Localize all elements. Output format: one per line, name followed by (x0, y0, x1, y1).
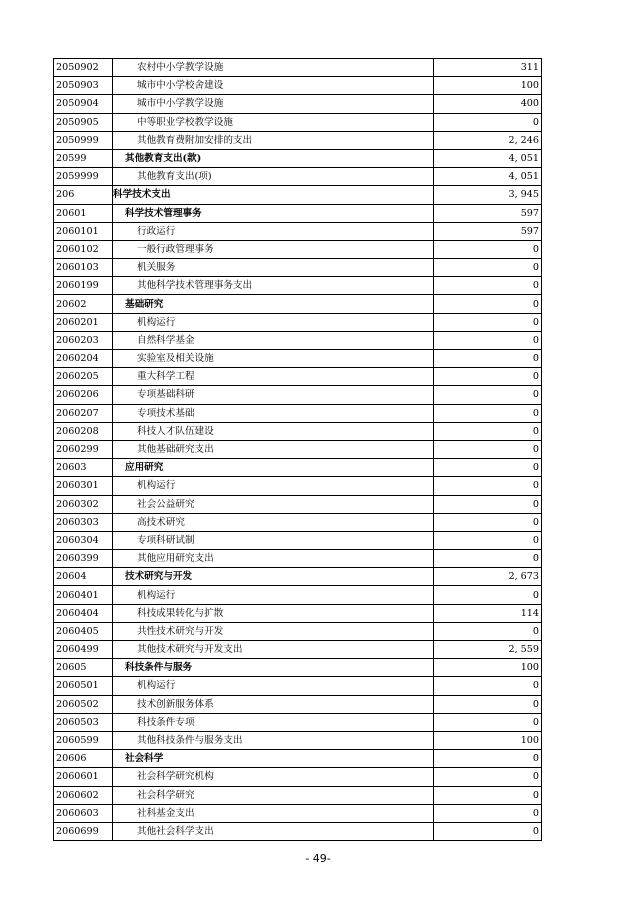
table-row (54, 750, 542, 768)
subject-name-cell: 机构运行 (113, 677, 434, 695)
table-row (54, 386, 542, 404)
table-row (54, 550, 542, 568)
subject-code-cell: 2060503 (54, 713, 113, 731)
table-row (54, 677, 542, 695)
table-row (54, 604, 542, 622)
amount-cell: 0 (434, 695, 542, 713)
subject-code-cell: 2060201 (54, 313, 113, 331)
subject-name-cell: 其他教育支出(项) (113, 168, 434, 186)
amount-cell: 597 (434, 222, 542, 240)
table-row (54, 240, 542, 258)
amount-cell: 0 (434, 331, 542, 349)
table-row (54, 695, 542, 713)
table-row (54, 131, 542, 149)
amount-cell: 0 (434, 531, 542, 549)
subject-name-cell: 其他技术研究与开发支出 (113, 641, 434, 659)
table-row (54, 77, 542, 95)
subject-code-cell: 2060208 (54, 422, 113, 440)
subject-code-cell: 2050999 (54, 131, 113, 149)
page-number: - 49- (305, 852, 331, 865)
subject-code-cell: 2059999 (54, 168, 113, 186)
table-row (54, 622, 542, 640)
subject-name-cell: 社会科学研究机构 (113, 768, 434, 786)
table-row (54, 768, 542, 786)
subject-code-cell: 2060399 (54, 550, 113, 568)
table-row (54, 331, 542, 349)
table-row (54, 422, 542, 440)
table-row (54, 659, 542, 677)
subject-name-cell: 其他教育费附加安排的支出 (113, 131, 434, 149)
subject-name-cell: 其他基础研究支出 (113, 440, 434, 458)
subject-code-cell: 2060299 (54, 440, 113, 458)
table-row (54, 822, 542, 840)
subject-name-cell: 其他社会科学支出 (113, 822, 434, 840)
table-row (54, 313, 542, 331)
subject-code-cell: 20601 (54, 204, 113, 222)
table-row (54, 95, 542, 113)
subject-code-cell: 2060304 (54, 531, 113, 549)
amount-cell: 400 (434, 95, 542, 113)
amount-cell: 0 (434, 550, 542, 568)
subject-code-cell: 2060601 (54, 768, 113, 786)
subject-name-cell: 社会科学 (113, 750, 434, 768)
subject-code-cell: 2050903 (54, 77, 113, 95)
amount-cell: 0 (434, 259, 542, 277)
amount-cell: 3, 945 (434, 186, 542, 204)
subject-name-cell: 农村中小学教学设施 (113, 59, 434, 77)
subject-code-cell: 2060206 (54, 386, 113, 404)
subject-code-cell: 2050904 (54, 95, 113, 113)
subject-code-cell: 206 (54, 186, 113, 204)
subject-code-cell: 2060699 (54, 822, 113, 840)
amount-cell: 2, 246 (434, 131, 542, 149)
subject-code-cell: 2060207 (54, 404, 113, 422)
amount-cell: 0 (434, 677, 542, 695)
subject-code-cell: 20599 (54, 149, 113, 167)
subject-name-cell: 社会科学研究 (113, 786, 434, 804)
table-row (54, 404, 542, 422)
table-row (54, 459, 542, 477)
table-row (54, 222, 542, 240)
amount-cell: 0 (434, 495, 542, 513)
subject-code-cell: 2060401 (54, 586, 113, 604)
table-row (54, 277, 542, 295)
budget-table-body (54, 59, 542, 841)
table-row (54, 713, 542, 731)
amount-cell: 0 (434, 440, 542, 458)
subject-name-cell: 重大科学工程 (113, 368, 434, 386)
amount-cell: 0 (434, 477, 542, 495)
table-row (54, 368, 542, 386)
table-row (54, 59, 542, 77)
subject-name-cell: 科技条件专项 (113, 713, 434, 731)
table-row (54, 495, 542, 513)
subject-name-cell: 社会公益研究 (113, 495, 434, 513)
subject-code-cell: 2060404 (54, 604, 113, 622)
subject-name-cell: 其他科学技术管理事务支出 (113, 277, 434, 295)
subject-name-cell: 一般行政管理事务 (113, 240, 434, 258)
subject-name-cell: 科学技术管理事务 (113, 204, 434, 222)
subject-code-cell: 2060603 (54, 804, 113, 822)
amount-cell: 0 (434, 422, 542, 440)
subject-name-cell: 机构运行 (113, 313, 434, 331)
subject-code-cell: 2060599 (54, 731, 113, 749)
subject-name-cell: 自然科学基金 (113, 331, 434, 349)
budget-table (53, 58, 542, 841)
amount-cell: 0 (434, 586, 542, 604)
subject-name-cell: 城市中小学校舍建设 (113, 77, 434, 95)
table-row (54, 149, 542, 167)
subject-code-cell: 2060602 (54, 786, 113, 804)
subject-name-cell: 其他科技条件与服务支出 (113, 731, 434, 749)
amount-cell: 100 (434, 659, 542, 677)
table-row (54, 440, 542, 458)
amount-cell: 114 (434, 604, 542, 622)
amount-cell: 0 (434, 804, 542, 822)
subject-code-cell: 2060102 (54, 240, 113, 258)
table-row (54, 641, 542, 659)
table-row (54, 804, 542, 822)
subject-code-cell: 2050905 (54, 113, 113, 131)
subject-name-cell: 实验室及相关设施 (113, 350, 434, 368)
table-row (54, 513, 542, 531)
subject-code-cell: 2060103 (54, 259, 113, 277)
subject-code-cell: 20602 (54, 295, 113, 313)
subject-name-cell: 技术研究与开发 (113, 568, 434, 586)
subject-code-cell: 2050902 (54, 59, 113, 77)
subject-code-cell: 2060199 (54, 277, 113, 295)
subject-name-cell: 高技术研究 (113, 513, 434, 531)
subject-code-cell: 2060405 (54, 622, 113, 640)
amount-cell: 0 (434, 786, 542, 804)
amount-cell: 0 (434, 459, 542, 477)
amount-cell: 0 (434, 368, 542, 386)
amount-cell: 0 (434, 513, 542, 531)
subject-name-cell: 行政运行 (113, 222, 434, 240)
amount-cell: 100 (434, 77, 542, 95)
amount-cell: 0 (434, 622, 542, 640)
subject-name-cell: 中等职业学校教学设施 (113, 113, 434, 131)
table-row (54, 786, 542, 804)
table-row (54, 568, 542, 586)
table-row (54, 259, 542, 277)
table-row (54, 731, 542, 749)
amount-cell: 0 (434, 113, 542, 131)
subject-name-cell: 其他教育支出(款) (113, 149, 434, 167)
subject-name-cell: 社科基金支出 (113, 804, 434, 822)
subject-code-cell: 20604 (54, 568, 113, 586)
amount-cell: 0 (434, 713, 542, 731)
amount-cell: 2, 673 (434, 568, 542, 586)
subject-code-cell: 2060302 (54, 495, 113, 513)
subject-name-cell: 其他应用研究支出 (113, 550, 434, 568)
table-row (54, 113, 542, 131)
subject-code-cell: 2060499 (54, 641, 113, 659)
subject-name-cell: 应用研究 (113, 459, 434, 477)
subject-code-cell: 2060301 (54, 477, 113, 495)
subject-name-cell: 科技条件与服务 (113, 659, 434, 677)
subject-code-cell: 20606 (54, 750, 113, 768)
table-row (54, 186, 542, 204)
amount-cell: 0 (434, 768, 542, 786)
subject-name-cell: 专项基础科研 (113, 386, 434, 404)
subject-name-cell: 科学技术支出 (113, 186, 434, 204)
subject-name-cell: 专项技术基础 (113, 404, 434, 422)
subject-name-cell: 科技成果转化与扩散 (113, 604, 434, 622)
subject-code-cell: 20605 (54, 659, 113, 677)
subject-code-cell: 2060303 (54, 513, 113, 531)
subject-name-cell: 共性技术研究与开发 (113, 622, 434, 640)
amount-cell: 0 (434, 313, 542, 331)
subject-code-cell: 2060101 (54, 222, 113, 240)
subject-name-cell: 机关服务 (113, 259, 434, 277)
amount-cell: 0 (434, 277, 542, 295)
amount-cell: 0 (434, 295, 542, 313)
subject-name-cell: 专项科研试制 (113, 531, 434, 549)
amount-cell: 0 (434, 822, 542, 840)
subject-code-cell: 2060502 (54, 695, 113, 713)
subject-code-cell: 2060205 (54, 368, 113, 386)
subject-code-cell: 2060204 (54, 350, 113, 368)
amount-cell: 0 (434, 750, 542, 768)
amount-cell: 0 (434, 386, 542, 404)
subject-code-cell: 2060501 (54, 677, 113, 695)
table-row (54, 586, 542, 604)
table-row (54, 531, 542, 549)
subject-name-cell: 基础研究 (113, 295, 434, 313)
amount-cell: 4, 051 (434, 149, 542, 167)
table-row (54, 477, 542, 495)
subject-name-cell: 科技人才队伍建设 (113, 422, 434, 440)
amount-cell: 100 (434, 731, 542, 749)
amount-cell: 2, 559 (434, 641, 542, 659)
subject-code-cell: 20603 (54, 459, 113, 477)
amount-cell: 597 (434, 204, 542, 222)
subject-code-cell: 2060203 (54, 331, 113, 349)
subject-name-cell: 机构运行 (113, 477, 434, 495)
amount-cell: 0 (434, 350, 542, 368)
subject-name-cell: 技术创新服务体系 (113, 695, 434, 713)
amount-cell: 0 (434, 404, 542, 422)
table-row (54, 295, 542, 313)
amount-cell: 0 (434, 240, 542, 258)
subject-name-cell: 城市中小学教学设施 (113, 95, 434, 113)
amount-cell: 4, 051 (434, 168, 542, 186)
table-row (54, 204, 542, 222)
subject-name-cell: 机构运行 (113, 586, 434, 604)
table-row (54, 350, 542, 368)
table-row (54, 168, 542, 186)
amount-cell: 311 (434, 59, 542, 77)
